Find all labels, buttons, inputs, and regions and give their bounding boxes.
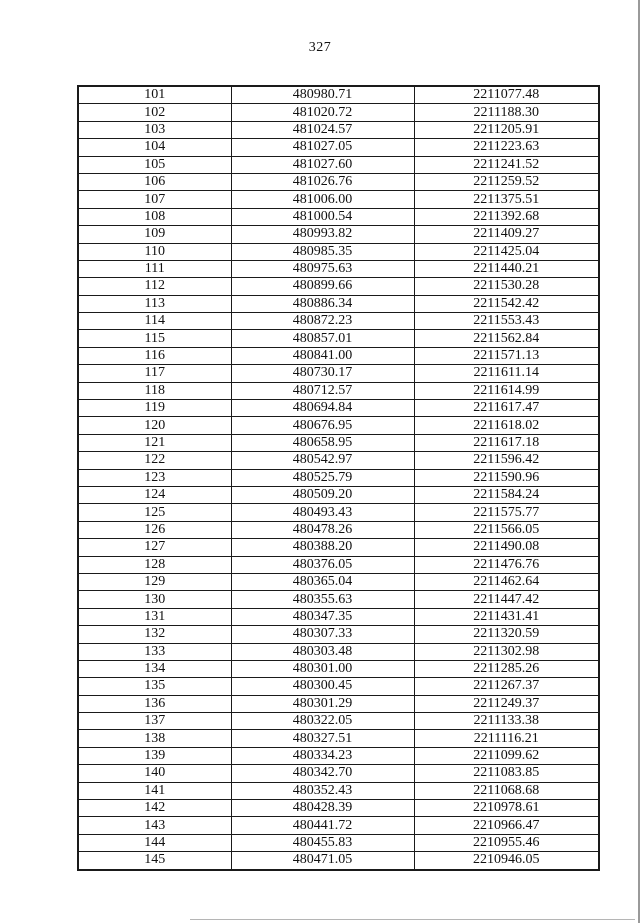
y-coordinate-cell: 2211530.28 — [414, 278, 599, 295]
point-number-cell: 104 — [78, 139, 231, 156]
table-row — [78, 556, 599, 573]
table-row — [78, 173, 599, 190]
x-coordinate-cell: 480334.23 — [231, 747, 414, 764]
x-coordinate-cell: 480841.00 — [231, 347, 414, 364]
y-coordinate-cell: 2211431.41 — [414, 608, 599, 625]
point-number-cell: 130 — [78, 591, 231, 608]
y-coordinate-cell: 2211584.24 — [414, 486, 599, 503]
x-coordinate-cell: 480301.29 — [231, 695, 414, 712]
y-coordinate-cell: 2211083.85 — [414, 765, 599, 782]
y-coordinate-cell: 2211553.43 — [414, 313, 599, 330]
y-coordinate-cell: 2211267.37 — [414, 678, 599, 695]
point-number-cell: 134 — [78, 660, 231, 677]
x-coordinate-cell: 480658.95 — [231, 434, 414, 451]
table-row — [78, 191, 599, 208]
table-row — [78, 347, 599, 364]
table-row — [78, 782, 599, 799]
y-coordinate-cell: 2211440.21 — [414, 260, 599, 277]
y-coordinate-cell: 2211566.05 — [414, 521, 599, 538]
table-row — [78, 313, 599, 330]
y-coordinate-cell: 2211205.91 — [414, 121, 599, 138]
x-coordinate-cell: 480441.72 — [231, 817, 414, 834]
table-row — [78, 86, 599, 104]
table-row — [78, 400, 599, 417]
x-coordinate-cell: 480303.48 — [231, 643, 414, 660]
point-number-cell: 124 — [78, 486, 231, 503]
table-row — [78, 643, 599, 660]
point-number-cell: 103 — [78, 121, 231, 138]
table-row — [78, 260, 599, 277]
point-number-cell: 114 — [78, 313, 231, 330]
y-coordinate-cell: 2210978.61 — [414, 800, 599, 817]
point-number-cell: 127 — [78, 539, 231, 556]
table-row — [78, 730, 599, 747]
point-number-cell: 109 — [78, 226, 231, 243]
x-coordinate-cell: 480428.39 — [231, 800, 414, 817]
x-coordinate-cell: 480542.97 — [231, 452, 414, 469]
x-coordinate-cell: 480307.33 — [231, 626, 414, 643]
y-coordinate-cell: 2211259.52 — [414, 173, 599, 190]
table-row — [78, 747, 599, 764]
point-number-cell: 141 — [78, 782, 231, 799]
x-coordinate-cell: 481024.57 — [231, 121, 414, 138]
point-number-cell: 105 — [78, 156, 231, 173]
x-coordinate-cell: 480872.23 — [231, 313, 414, 330]
table-row — [78, 104, 599, 121]
point-number-cell: 144 — [78, 834, 231, 851]
table-row — [78, 226, 599, 243]
y-coordinate-cell: 2211542.42 — [414, 295, 599, 312]
y-coordinate-cell: 2211596.42 — [414, 452, 599, 469]
table-row — [78, 295, 599, 312]
table-row — [78, 330, 599, 347]
x-coordinate-cell: 480730.17 — [231, 365, 414, 382]
scan-edge-bottom — [190, 919, 635, 920]
y-coordinate-cell: 2211614.99 — [414, 382, 599, 399]
table-row — [78, 608, 599, 625]
point-number-cell: 106 — [78, 173, 231, 190]
y-coordinate-cell: 2211068.68 — [414, 782, 599, 799]
y-coordinate-cell: 2211375.51 — [414, 191, 599, 208]
point-number-cell: 126 — [78, 521, 231, 538]
y-coordinate-cell: 2211425.04 — [414, 243, 599, 260]
table-row — [78, 852, 599, 870]
x-coordinate-cell: 480676.95 — [231, 417, 414, 434]
point-number-cell: 108 — [78, 208, 231, 225]
table-row — [78, 539, 599, 556]
x-coordinate-cell: 480985.35 — [231, 243, 414, 260]
point-number-cell: 101 — [78, 86, 231, 104]
table-row — [78, 243, 599, 260]
table-row — [78, 417, 599, 434]
point-number-cell: 125 — [78, 504, 231, 521]
y-coordinate-cell: 2211490.08 — [414, 539, 599, 556]
y-coordinate-cell: 2211447.42 — [414, 591, 599, 608]
point-number-cell: 117 — [78, 365, 231, 382]
point-number-cell: 132 — [78, 626, 231, 643]
coordinates-table — [77, 85, 600, 871]
y-coordinate-cell: 2211302.98 — [414, 643, 599, 660]
x-coordinate-cell: 480478.26 — [231, 521, 414, 538]
point-number-cell: 129 — [78, 573, 231, 590]
x-coordinate-cell: 480509.20 — [231, 486, 414, 503]
point-number-cell: 145 — [78, 852, 231, 870]
point-number-cell: 121 — [78, 434, 231, 451]
y-coordinate-cell: 2210966.47 — [414, 817, 599, 834]
point-number-cell: 143 — [78, 817, 231, 834]
point-number-cell: 110 — [78, 243, 231, 260]
table-row — [78, 660, 599, 677]
table-row — [78, 800, 599, 817]
point-number-cell: 137 — [78, 713, 231, 730]
x-coordinate-cell: 480886.34 — [231, 295, 414, 312]
x-coordinate-cell: 480493.43 — [231, 504, 414, 521]
table-row — [78, 626, 599, 643]
x-coordinate-cell: 481006.00 — [231, 191, 414, 208]
point-number-cell: 135 — [78, 678, 231, 695]
table-row — [78, 434, 599, 451]
y-coordinate-cell: 2211571.13 — [414, 347, 599, 364]
x-coordinate-cell: 480525.79 — [231, 469, 414, 486]
table-row — [78, 817, 599, 834]
x-coordinate-cell: 480471.05 — [231, 852, 414, 870]
y-coordinate-cell: 2211133.38 — [414, 713, 599, 730]
y-coordinate-cell: 2211617.47 — [414, 400, 599, 417]
point-number-cell: 122 — [78, 452, 231, 469]
point-number-cell: 115 — [78, 330, 231, 347]
x-coordinate-cell: 480300.45 — [231, 678, 414, 695]
y-coordinate-cell: 2211223.63 — [414, 139, 599, 156]
x-coordinate-cell: 480322.05 — [231, 713, 414, 730]
y-coordinate-cell: 2211575.77 — [414, 504, 599, 521]
y-coordinate-cell: 2211249.37 — [414, 695, 599, 712]
coordinates-table-body — [78, 86, 599, 870]
y-coordinate-cell: 2211618.02 — [414, 417, 599, 434]
x-coordinate-cell: 480712.57 — [231, 382, 414, 399]
y-coordinate-cell: 2210946.05 — [414, 852, 599, 870]
table-row — [78, 573, 599, 590]
x-coordinate-cell: 480899.66 — [231, 278, 414, 295]
table-row — [78, 765, 599, 782]
point-number-cell: 119 — [78, 400, 231, 417]
point-number-cell: 113 — [78, 295, 231, 312]
point-number-cell: 133 — [78, 643, 231, 660]
point-number-cell: 107 — [78, 191, 231, 208]
point-number-cell: 118 — [78, 382, 231, 399]
y-coordinate-cell: 2211409.27 — [414, 226, 599, 243]
y-coordinate-cell: 2211116.21 — [414, 730, 599, 747]
point-number-cell: 131 — [78, 608, 231, 625]
point-number-cell: 120 — [78, 417, 231, 434]
x-coordinate-cell: 481027.60 — [231, 156, 414, 173]
table-row — [78, 382, 599, 399]
y-coordinate-cell: 2211188.30 — [414, 104, 599, 121]
y-coordinate-cell: 2211320.59 — [414, 626, 599, 643]
table-row — [78, 521, 599, 538]
table-row — [78, 139, 599, 156]
x-coordinate-cell: 481027.05 — [231, 139, 414, 156]
table-row — [78, 452, 599, 469]
table-row — [78, 504, 599, 521]
x-coordinate-cell: 480455.83 — [231, 834, 414, 851]
table-row — [78, 156, 599, 173]
point-number-cell: 136 — [78, 695, 231, 712]
y-coordinate-cell: 2211241.52 — [414, 156, 599, 173]
y-coordinate-cell: 2211285.26 — [414, 660, 599, 677]
x-coordinate-cell: 480694.84 — [231, 400, 414, 417]
point-number-cell: 102 — [78, 104, 231, 121]
y-coordinate-cell: 2211099.62 — [414, 747, 599, 764]
y-coordinate-cell: 2211617.18 — [414, 434, 599, 451]
table-row — [78, 591, 599, 608]
x-coordinate-cell: 480376.05 — [231, 556, 414, 573]
y-coordinate-cell: 2211462.64 — [414, 573, 599, 590]
y-coordinate-cell: 2211562.84 — [414, 330, 599, 347]
x-coordinate-cell: 480365.04 — [231, 573, 414, 590]
x-coordinate-cell: 480980.71 — [231, 86, 414, 104]
y-coordinate-cell: 2211392.68 — [414, 208, 599, 225]
point-number-cell: 142 — [78, 800, 231, 817]
table-row — [78, 278, 599, 295]
table-row — [78, 365, 599, 382]
y-coordinate-cell: 2210955.46 — [414, 834, 599, 851]
page-number: 327 — [308, 40, 332, 55]
x-coordinate-cell: 480857.01 — [231, 330, 414, 347]
table-row — [78, 486, 599, 503]
table-row — [78, 469, 599, 486]
point-number-cell: 111 — [78, 260, 231, 277]
y-coordinate-cell: 2211077.48 — [414, 86, 599, 104]
x-coordinate-cell: 481020.72 — [231, 104, 414, 121]
table-row — [78, 713, 599, 730]
table-row — [78, 208, 599, 225]
x-coordinate-cell: 480327.51 — [231, 730, 414, 747]
x-coordinate-cell: 481026.76 — [231, 173, 414, 190]
point-number-cell: 112 — [78, 278, 231, 295]
y-coordinate-cell: 2211476.76 — [414, 556, 599, 573]
x-coordinate-cell: 480388.20 — [231, 539, 414, 556]
point-number-cell: 140 — [78, 765, 231, 782]
point-number-cell: 128 — [78, 556, 231, 573]
point-number-cell: 139 — [78, 747, 231, 764]
x-coordinate-cell: 480301.00 — [231, 660, 414, 677]
y-coordinate-cell: 2211590.96 — [414, 469, 599, 486]
x-coordinate-cell: 480342.70 — [231, 765, 414, 782]
y-coordinate-cell: 2211611.14 — [414, 365, 599, 382]
point-number-cell: 138 — [78, 730, 231, 747]
point-number-cell: 123 — [78, 469, 231, 486]
x-coordinate-cell: 480975.63 — [231, 260, 414, 277]
point-number-cell: 116 — [78, 347, 231, 364]
table-row — [78, 678, 599, 695]
x-coordinate-cell: 480347.35 — [231, 608, 414, 625]
x-coordinate-cell: 480993.82 — [231, 226, 414, 243]
x-coordinate-cell: 481000.54 — [231, 208, 414, 225]
x-coordinate-cell: 480352.43 — [231, 782, 414, 799]
table-row — [78, 695, 599, 712]
x-coordinate-cell: 480355.63 — [231, 591, 414, 608]
table-row — [78, 121, 599, 138]
table-row — [78, 834, 599, 851]
